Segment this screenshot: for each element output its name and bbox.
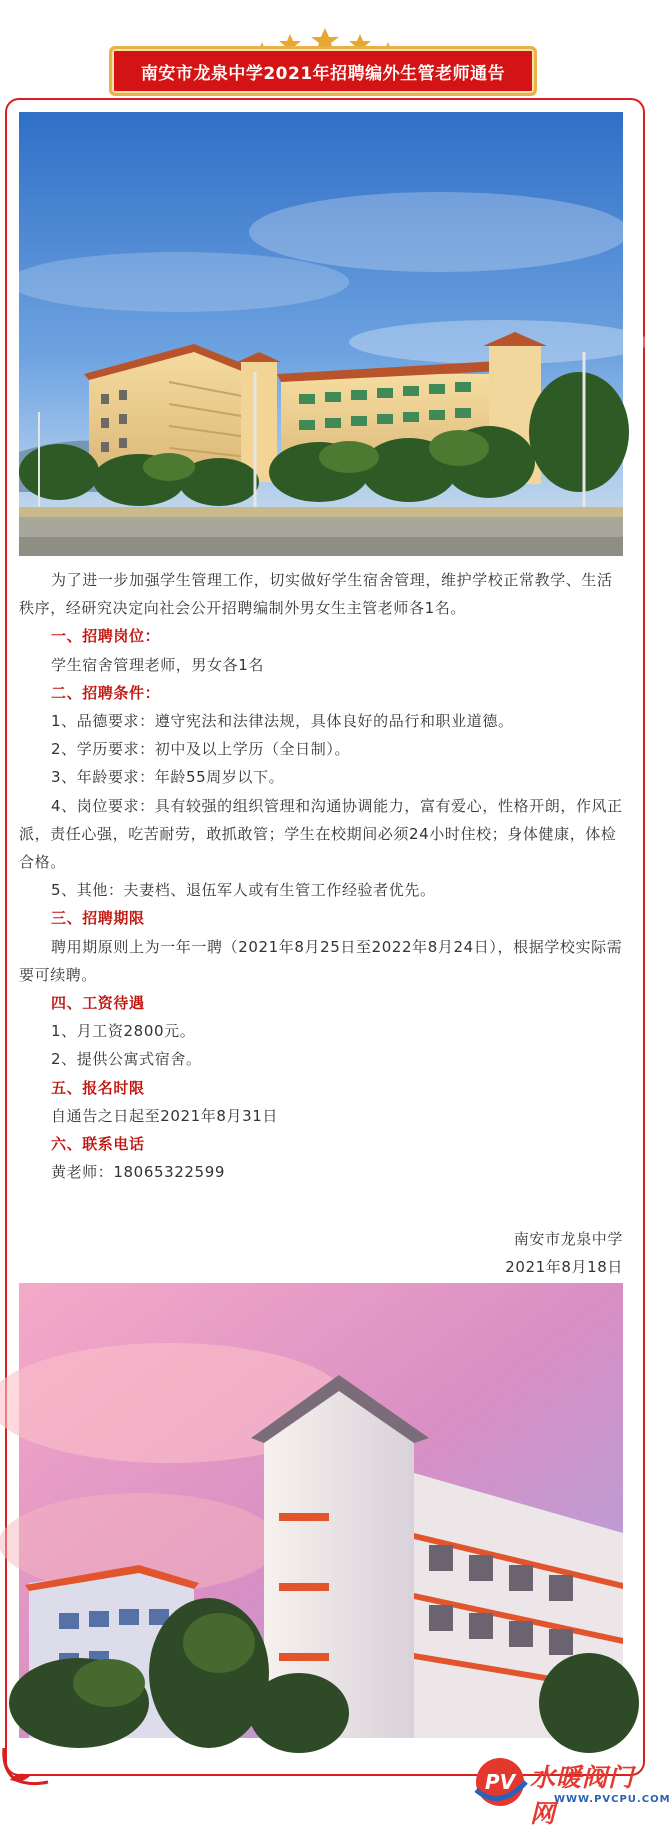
section-heading-registration: 五、报名时限 (51, 1078, 145, 1097)
section-heading-contact: 六、联系电话 (51, 1135, 145, 1154)
section-heading-salary: 四、工资待遇 (51, 994, 145, 1013)
salary-item: 2、提供公寓式宿舍。 (51, 1050, 202, 1069)
page-title: 南安市龙泉中学2021年招聘编外生管老师通告 (140, 63, 506, 84)
brand-url: WWW.PVCPU.COM (554, 1794, 671, 1805)
intro-paragraph: 为了进一步加强学生管理工作，切实做好学生宿舍管理，维护学校正常教学、生活秩序，经研究决定向社会公开招聘编制外男女生主管老师各1名。 (19, 571, 613, 618)
brand-name: 水暖阀门网 (530, 1763, 635, 1828)
notice-body (19, 566, 623, 1186)
condition-item: 1、品德要求：遵守宪法和法律法规，具体良好的品行和职业道德。 (51, 712, 514, 731)
title-banner (109, 46, 537, 96)
section-heading-conditions: 二、招聘条件： (51, 683, 161, 702)
school-building-image (19, 112, 623, 556)
salary-item: 1、月工资2800元。 (51, 1022, 196, 1041)
badge-text: PV (484, 1770, 516, 1794)
period-text: 聘用期原则上为一年一聘（2021年8月25日至2022年8月24日），根据学校实际需要可续聘。 (19, 937, 623, 984)
section-heading-period: 三、招聘期限 (51, 909, 145, 928)
signature-block (505, 1225, 623, 1281)
school-photo-bottom (19, 1283, 623, 1738)
position-text: 学生宿舍管理老师，男女各1名 (51, 655, 264, 674)
condition-item: 2、学历要求：初中及以上学历（全日制）。 (51, 740, 351, 759)
condition-item: 3、年龄要求：年龄55周岁以下。 (51, 768, 285, 787)
contact-text: 黄老师：18065322599 (51, 1163, 225, 1182)
school-photo-top (19, 112, 623, 556)
signature-org: 南安市龙泉中学 (513, 1230, 623, 1248)
condition-item: 4、岗位要求：具有较强的组织管理和沟通协调能力，富有爱心，性格开朗，作风正派，责任心强，吃苦耐劳，敢抓敢管；学生在校期间必须24小时住校；身体健康，体检合格。 (19, 796, 623, 872)
footer-logo (470, 1752, 671, 1828)
signature-date: 2021年8月18日 (505, 1258, 623, 1276)
corner-ornament-icon (0, 1740, 60, 1790)
pv-badge-icon (470, 1752, 530, 1812)
registration-text: 自通告之日起至2021年8月31日 (51, 1106, 279, 1125)
condition-item: 5、其他：夫妻档、退伍军人或有生管工作经验者优先。 (51, 881, 436, 900)
section-heading-position: 一、招聘岗位： (51, 627, 161, 646)
school-tower-image (19, 1283, 623, 1738)
